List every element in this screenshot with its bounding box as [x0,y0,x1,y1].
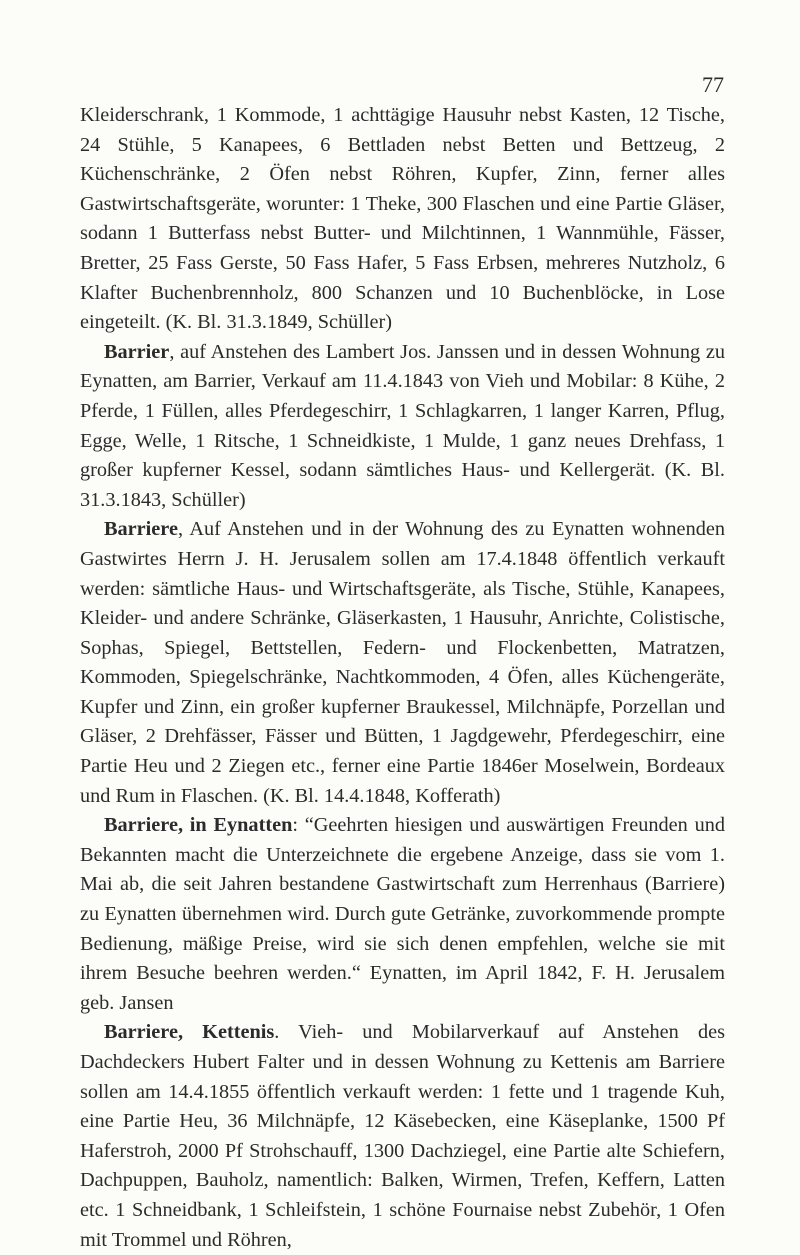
page-number: 77 [702,72,724,97]
entry-barrier [80,338,725,516]
entry-heading: Barriere, Kettenis [104,1021,275,1044]
entry-text: , Auf Anstehen und in der Wohnung des zu Eynatten wohnenden Gastwirtes Herrn J. H. Jerusalem sollen am 17.4.1848 öffentlich verkauft werden: sämtliche Haus- und Wirtschaftsgeräte, als Tische, Stühle, Kanapees, Kleider- und andere Schränke, Gläserkasten, 1 Hausuhr, Anrichte, Colistische, Sophas, Spiegel, Bettstellen, Federn- und Flockenbetten, Matratzen, Kommoden, Spiegelschränke, Nachtkommoden, 4 Öfen, alles Küchengeräte, Kupfer und Zinn, ein großer kupferner Braukessel, Milchnäpfe, Porzellan und Gläser, 2 Drehfässer, Fässer und Bütten, 1 Jagdgewehr, Pferdegeschirr, eine Partie Heu und 2 Ziegen etc., ferner eine Partie 1846er Moselwein, Bordeaux und Rum in Flaschen. (K. Bl. 14.4.1848, Kofferath) [80,518,725,807]
entry-continuation [80,101,725,338]
entry-barriere [80,515,725,811]
entry-heading: Barrier [104,340,170,363]
entry-barriere-kettenis [80,1018,725,1255]
page-body [80,101,725,1255]
entry-heading: Barriere, in Eynatten [104,814,293,837]
entry-barriere-eynatten [80,811,725,1018]
entry-text: . Vieh- und Mobilarverkauf auf Anstehen des Dachdeckers Hubert Falter und in dessen Wohnung zu Kettenis am Barriere sollen am 14.4.1855 öffentlich verkauft werden: 1 fette und 1 tragende Kuh, eine Partie Heu, 36 Milchnäpfe, 12 Käsebecken, eine Käseplanke, 1500 Pf Haferstroh, 2000 Pf Strohschauff, 1300 Dachziegel, eine Partie alte Schiefern, Dachpuppen, Bauholz, namentlich: Balken, Wirmen, Trefen, Keffern, Latten etc. 1 Schneidbank, 1 Schleifstein, 1 schöne Fournaise nebst Zubehör, 1 Ofen mit Trommel und Röhren, [80,1021,725,1251]
entry-heading: Barriere [104,518,178,541]
entry-text: Kleiderschrank, 1 Kommode, 1 achttägige Hausuhr nebst Kasten, 12 Tische, 24 Stühle, 5 Kanapees, 6 Bettladen nebst Betten und Bettzeug, 2 Küchenschränke, 2 Öfen nebst Röhren, Kupfer, Zinn, ferner alles Gastwirtschaftsgeräte, worunter: 1 Theke, 300 Flaschen und eine Partie Gläser, sodann 1 Butterfass nebst Butter- und Milchtinnen, 1 Wannmühle, Fässer, Bretter, 25 Fass Gerste, 50 Fass Hafer, 5 Fass Erbsen, mehreres Nutzholz, 6 Klafter Buchenbrennholz, 800 Schanzen und 10 Buchenblöcke, in Lose eingeteilt. (K. Bl. 31.3.1849, Schüller) [80,104,725,334]
entry-text: , auf Anstehen des Lambert Jos. Janssen und in dessen Wohnung zu Eynatten, am Barrier, Verkauf am 11.4.1843 von Vieh und Mobilar: 8 Kühe, 2 Pferde, 1 Füllen, alles Pferdegeschirr, 1 Schlagkarren, 1 langer Karren, Pflug, Egge, Welle, 1 Ritsche, 1 Schneidkiste, 1 Mulde, 1 ganz neues Drehfass, 1 großer kupferner Kessel, sodann sämtliches Haus- und Kellergerät. (K. Bl. 31.3.1843, Schüller) [80,340,725,511]
entry-text: : “Geehrten hiesigen und auswärtigen Freunden und Bekannten macht die Unterzeichnete die ergebene Anzeige, dass sie vom 1. Mai ab, die seit Jahren bestandene Gastwirtschaft zum Herrenhaus (Barriere) zu Eynatten übernehmen wird. Durch gute Getränke, zuvorkommende prompte Bedienung, mäßige Preise, wird sie sich denen empfehlen, welche sie mit ihrem Besuche beehren werden.“ Eynatten, im April 1842, F. H. Jerusalem geb. Jansen [80,814,725,1014]
